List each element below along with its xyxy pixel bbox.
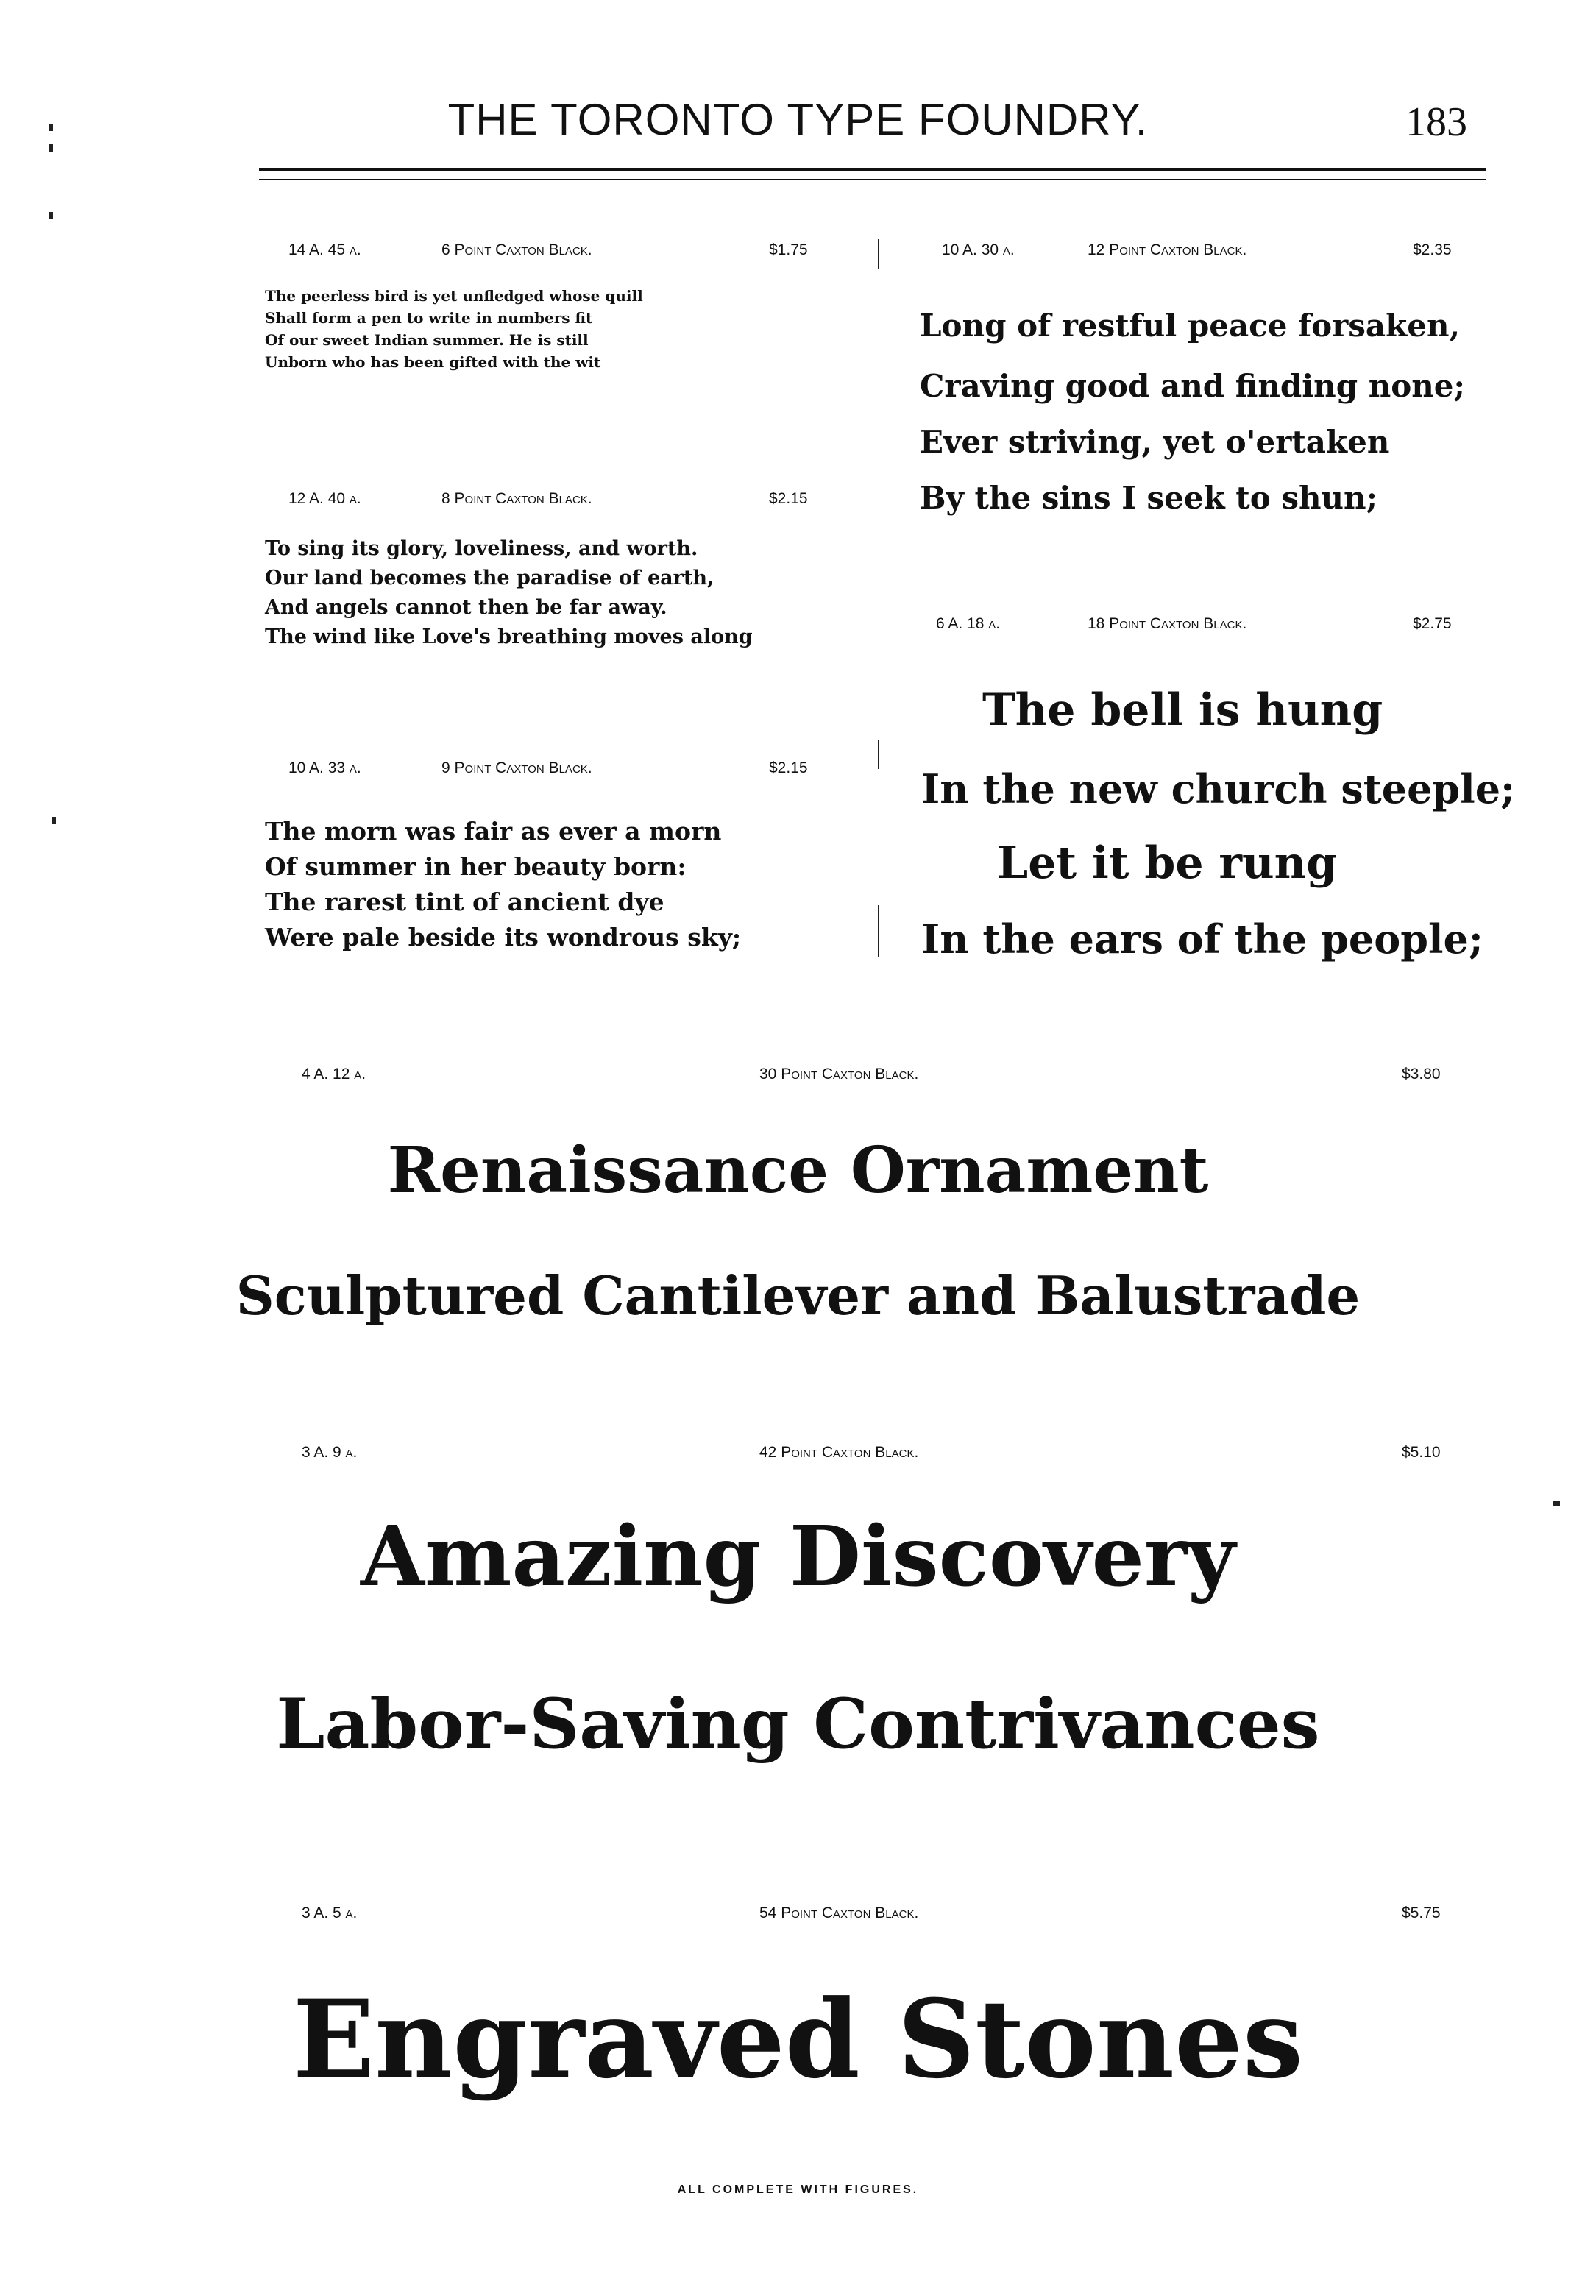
specimen-8pt-name: 8 Point Caxton Black. [441, 490, 592, 507]
margin-mark [1553, 1501, 1560, 1506]
specimen-30pt-name: 30 Point Caxton Black. [759, 1066, 919, 1083]
specimen-8pt-price: $2.15 [769, 490, 808, 507]
specimen-9pt-line: The morn was fair as ever a morn [265, 817, 722, 846]
specimen-54pt-price: $5.75 [1402, 1905, 1441, 1921]
specimen-18pt-line: The bell is hung [982, 684, 1383, 736]
header-rule [259, 168, 1486, 171]
specimen-9pt-price: $2.15 [769, 759, 808, 776]
specimen-18pt-name: 18 Point Caxton Black. [1088, 615, 1247, 632]
specimen-6pt-line: Shall form a pen to write in numbers fit [265, 309, 593, 327]
specimen-30pt-quantity: 4 A. 12 a. [302, 1066, 366, 1083]
specimen-9pt-quantity: 10 A. 33 a. [288, 759, 361, 776]
margin-mark [49, 212, 53, 219]
specimen-18pt-line: Let it be rung [997, 837, 1338, 889]
specimen-30pt-line: Sculptured Cantilever and Balustrade [235, 1264, 1361, 1327]
specimen-54pt-name: 54 Point Caxton Black. [759, 1905, 919, 1921]
specimen-42pt-name: 42 Point Caxton Black. [759, 1444, 919, 1461]
specimen-6pt-line: The peerless bird is yet unfledged whose quill [265, 287, 643, 305]
specimen-12pt-line: Ever striving, yet o'ertaken [920, 424, 1390, 460]
specimen-54pt-quantity: 3 A. 5 a. [302, 1905, 358, 1921]
specimen-9pt-line: Were pale beside its wondrous sky; [265, 923, 742, 952]
specimen-12pt-line: Long of restful peace forsaken, [920, 308, 1461, 344]
specimen-42pt-line: Labor-Saving Contrivances [276, 1684, 1320, 1765]
specimen-12pt-line: By the sins I seek to shun; [920, 480, 1378, 516]
specimen-9pt-line: Of summer in her beauty born: [265, 852, 687, 881]
specimen-8pt-line: The wind like Love's breathing moves along [265, 626, 753, 648]
page-header-title: THE TORONTO TYPE FOUNDRY. [447, 95, 1149, 144]
header-rule-thin [259, 179, 1486, 180]
specimen-12pt-line: Craving good and finding none; [920, 368, 1466, 404]
specimen-8pt-line: And angels cannot then be far away. [265, 596, 667, 619]
column-divider [878, 740, 879, 769]
specimen-9pt-line: The rarest tint of ancient dye [265, 887, 664, 916]
specimen-12pt-quantity: 10 A. 30 a. [942, 241, 1015, 258]
column-divider [878, 239, 879, 269]
specimen-42pt-price: $5.10 [1402, 1444, 1441, 1461]
column-divider [878, 905, 879, 957]
footnote: ALL COMPLETE WITH FIGURES. [677, 2183, 919, 2196]
specimen-18pt-price: $2.75 [1413, 615, 1452, 632]
margin-mark [49, 144, 53, 152]
specimen-30pt-line: Renaissance Ornament [387, 1133, 1209, 1208]
specimen-42pt-quantity: 3 A. 9 a. [302, 1444, 358, 1461]
specimen-6pt-line: Unborn who has been gifted with the wit [265, 353, 601, 371]
specimen-42pt-line: Amazing Discovery [361, 1509, 1235, 1605]
page-number: 183 [1405, 99, 1467, 145]
specimen-12pt-price: $2.35 [1413, 241, 1452, 258]
specimen-6pt-quantity: 14 A. 45 a. [288, 241, 361, 258]
specimen-8pt-line: Our land becomes the paradise of earth, [265, 567, 714, 589]
specimen-9pt-name: 9 Point Caxton Black. [441, 759, 592, 776]
specimen-12pt-name: 12 Point Caxton Black. [1088, 241, 1247, 258]
specimen-54pt-line: Engraved Stones [292, 1977, 1304, 2102]
specimen-6pt-price: $1.75 [769, 241, 808, 258]
margin-mark [52, 817, 56, 824]
specimen-6pt-line: Of our sweet Indian summer. He is still [265, 331, 589, 349]
specimen-8pt-quantity: 12 A. 40 a. [288, 490, 361, 507]
specimen-8pt-line: To sing its glory, loveliness, and worth. [265, 537, 698, 560]
specimen-18pt-line: In the new church steeple; [921, 765, 1515, 812]
margin-mark [49, 124, 53, 131]
specimen-18pt-line: In the ears of the people; [921, 915, 1483, 963]
specimen-18pt-quantity: 6 A. 18 a. [936, 615, 1001, 632]
specimen-6pt-name: 6 Point Caxton Black. [441, 241, 592, 258]
specimen-30pt-price: $3.80 [1402, 1066, 1441, 1083]
